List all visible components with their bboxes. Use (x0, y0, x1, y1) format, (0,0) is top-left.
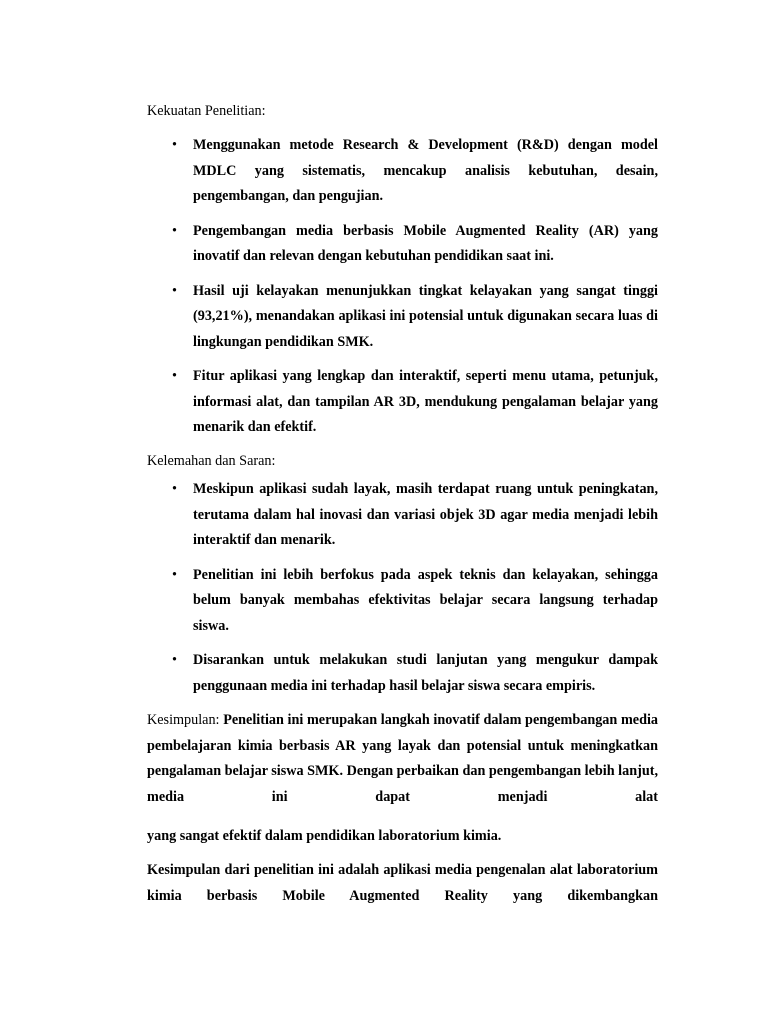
conclusion-text: Penelitian ini merupakan langkah inovatif dalam pengembangan media pembelajaran kimia berbasis AR yang layak dan potensial untuk meningkatkan pengalaman belajar siswa SMK. Dengan perbaikan dan pengembangan lebih lanjut, media ini dapat menjadi alat (147, 712, 659, 805)
conclusion-label: Kesimpulan: (147, 712, 220, 728)
strengths-list (147, 133, 658, 441)
bullet-icon: • (172, 137, 177, 153)
bullet-icon: • (172, 566, 177, 583)
strength-item-text: Pengembangan media berbasis Mobile Augmented Reality (AR) yang inovatif dan relevan dengan kebutuhan pendidikan saat ini. (193, 222, 658, 264)
bullet-icon: • (172, 282, 177, 299)
weakness-item-text: Disarankan untuk melakukan studi lanjutan yang mengukur dampak penggunaan media ini terhadap hasil belajar siswa secara empiris. (193, 652, 658, 694)
conclusion-paragraph (147, 708, 658, 810)
weakness-item-text: Meskipun aplikasi sudah layak, masih terdapat ruang untuk peningkatan, terutama dalam hal inovasi dan variasi objek 3D agar media menjadi lebih interaktif dan menarik. (193, 481, 658, 548)
list-item (147, 219, 658, 270)
conclusion-continuation: yang sangat efektif dalam pendidikan laboratorium kimia. (147, 828, 502, 844)
list-item (147, 364, 658, 441)
weaknesses-list (147, 477, 658, 699)
bullet-icon: • (172, 368, 177, 384)
strength-item-text: Fitur aplikasi yang lengkap dan interaktif, seperti menu utama, petunjuk, informasi alat, dan tampilan AR 3D, mendukung pengalaman belajar yang menarik dan efektif. (193, 368, 658, 435)
bullet-icon: • (172, 481, 177, 497)
strength-item-text: Hasil uji kelayakan menunjukkan tingkat kelayakan yang sangat tinggi (93,21%), menandakan aplikasi ini potensial untuk digunakan secara luas di lingkungan pendidikan SMK. (193, 282, 658, 350)
strengths-heading: Kekuatan Penelitian: (147, 103, 266, 119)
list-item (147, 648, 658, 699)
list-item (147, 563, 658, 640)
weaknesses-heading: Kelemahan dan Saran: (147, 453, 276, 469)
bullet-icon: • (172, 222, 177, 239)
list-item (147, 133, 658, 210)
strength-item-text: Menggunakan metode Research & Development (R&D) dengan model MDLC yang sistematis, mencakup analisis kebutuhan, desain, pengembangan, dan pengujian. (193, 137, 658, 204)
bullet-icon: • (172, 652, 177, 668)
final-paragraph: Kesimpulan dari penelitian ini adalah aplikasi media pengenalan alat laboratorium kimia berbasis Mobile Augmented Reality yang dikembangkan (147, 862, 658, 904)
weakness-item-text: Penelitian ini lebih berfokus pada aspek teknis dan kelayakan, sehingga belum banyak membahas efektivitas belajar secara langsung terhadap siswa. (193, 566, 658, 634)
list-item (147, 279, 658, 356)
list-item (147, 477, 658, 554)
